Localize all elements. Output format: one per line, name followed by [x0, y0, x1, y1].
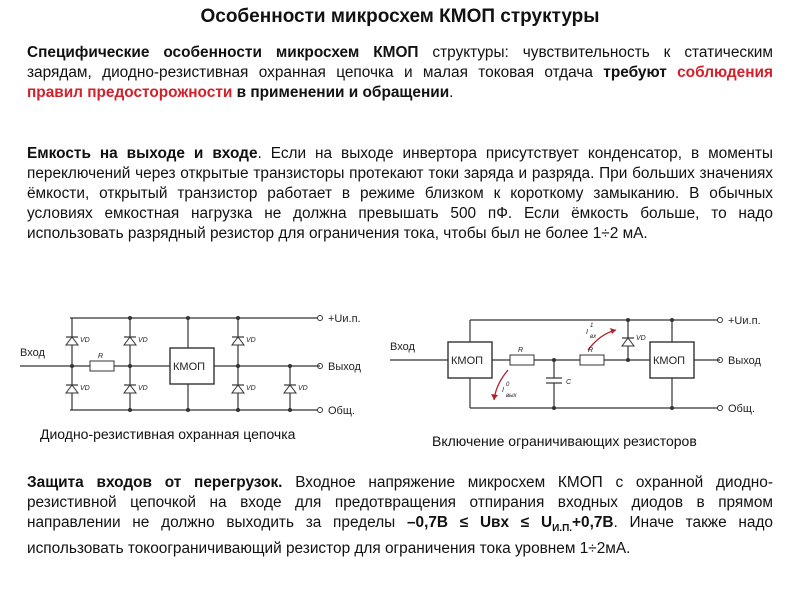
diagram1-diode-label-5: VD [246, 337, 256, 344]
diagram1-input-label: Вход [20, 347, 45, 359]
diagram1-resistor-label: R [98, 353, 104, 360]
diagram1-supply-label: +Uи.п. [328, 313, 361, 325]
diagram2-caption: Включение ограничивающих резисторов [432, 433, 697, 449]
diagram2-chip-label-1: КМОП [451, 355, 484, 367]
diode-resistor-circuit-diagram [20, 310, 390, 422]
specifics-dot: . [449, 84, 454, 101]
protection-text-2: . Иначе также надо использовать токоограничивающий резистор для ограничения тока уровнем 1÷2мА. [27, 514, 773, 558]
diagram1-ground-label: Общ. [328, 405, 355, 417]
diagram1-chip-label: КМОП [173, 361, 206, 373]
diagram2-diode-label: VD [636, 335, 646, 342]
paragraph-specifics [27, 43, 773, 103]
paragraph-capacitance [27, 144, 773, 244]
diagram2-resistor-label-1: R [518, 347, 524, 354]
diagram1-output-label: Выход [328, 361, 361, 373]
diagram1-diode-label-3: VD [138, 337, 148, 344]
protection-heading: Защита входов от перегрузок. [27, 474, 283, 491]
paragraph-input-protection [27, 473, 773, 559]
diagram2-current-out: I [502, 387, 504, 394]
diagram2-capacitor-label: C [566, 379, 572, 386]
protection-formula-a: –0,7В ≤ Uвх ≤ U [406, 514, 553, 531]
protection-text-1: Входное напряжение микросхем КМОП с охранной диодно-резистивной цепочкой на входе для предотвращения отпирания входных диодов в прямом направлении не должно выходить за пределы [27, 474, 773, 531]
diagram2-current-in: I [586, 329, 588, 336]
diagram2-supply-label: +Uи.п. [728, 315, 761, 327]
limiting-resistors-circuit-diagram [390, 312, 770, 424]
diagram2-current-out-sup: 0 [506, 382, 510, 388]
diagram2-ground-label: Общ. [728, 403, 755, 415]
diagram1-caption: Диодно-резистивная охранная цепочка [40, 426, 296, 442]
diagram1-diode-label-2: VD [80, 385, 90, 392]
specifics-bold-mid: требуют [603, 64, 667, 81]
diagram1-diode-label-1: VD [80, 337, 90, 344]
diagram2-input-label: Вход [390, 341, 415, 353]
specifics-text: структуры: чувствительность к статическим зарядам, диодно-резистивная охранная цепочка и малая токовая отдача [27, 44, 773, 81]
diagram2-current-out-sub: вых [506, 393, 517, 399]
diagram2-chip-label-2: КМОП [653, 355, 686, 367]
diagram2-current-in-sub: вх [590, 334, 597, 340]
specifics-bold-start: Специфические особенности микросхем КМОП [27, 44, 419, 61]
capacitance-heading: Емкость на выходе и входе [27, 145, 258, 162]
protection-formula-sub: И.П. [552, 523, 573, 535]
diagram2-current-in-sup: 1 [590, 323, 594, 329]
page-title: Особенности микросхем КМОП структуры [200, 6, 600, 27]
diagram2-output-label: Выход [728, 355, 761, 367]
diagram1-diode-label-4: VD [138, 385, 148, 392]
diagram2-resistor-label-2: R [588, 347, 594, 354]
diagram1-diode-label-7: VD [298, 385, 308, 392]
diagram1-diode-label-6: VD [246, 385, 256, 392]
capacitance-text: . Если на выходе инвертора присутствует конденсатор, в моменты переключений через открытые транзисторы протекают токи заряда и разряда. При больших значениях ёмкости, открытый транзистор работает в режиме близком к короткому замыканию. В обычных условиях емкостная нагрузка не должна превышать 500 пФ. Если ёмкость больше, то надо использовать разрядный резистор для ограничения тока, чтобы был не более 1÷2 мА. [27, 145, 773, 242]
specifics-red-text: соблюдения правил предосторожности [27, 64, 773, 101]
specifics-bold-end: в применении и обращении [232, 84, 450, 101]
protection-formula-b: +0,7В [572, 514, 614, 531]
